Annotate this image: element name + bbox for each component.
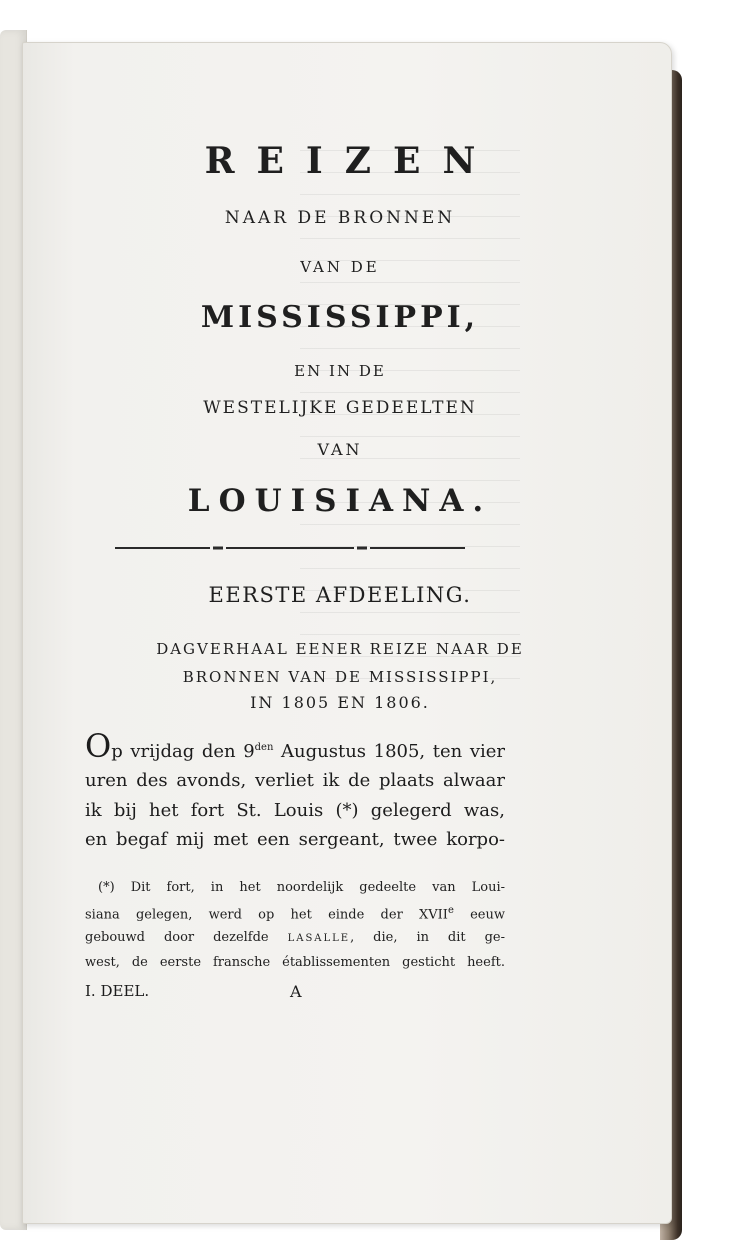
- section-heading: EERSTE AFDEELING.: [208, 583, 472, 607]
- footnote-text: siana gelegen, werd op het einde der XVII: [85, 907, 448, 923]
- volume-signature: I. DEEL.: [85, 982, 150, 1000]
- drop-cap: O: [85, 727, 112, 765]
- body-line-3: ik bij het fort St. Louis (*) gelegerd was,: [85, 800, 505, 821]
- section-subtitle-line2: BRONNEN VAN DE MISSISSIPPI,: [182, 668, 498, 686]
- title-van-de: VAN DE: [300, 258, 380, 276]
- footnote-line-3: [85, 930, 505, 945]
- footnote-text: eeuw: [453, 907, 505, 923]
- body-line-4: en begaf mij met een sergeant, twee korpo-: [85, 829, 505, 850]
- title-van: VAN: [317, 440, 363, 459]
- title-reizen: REIZEN: [204, 140, 498, 182]
- body-line-1: [85, 727, 505, 765]
- small-caps-name: LASALLE: [287, 933, 351, 944]
- section-subtitle-line3: IN 1805 EN 1806.: [250, 693, 430, 712]
- footnote-line-4: west, de eerste fransche établissementen gesticht heeft.: [85, 955, 505, 970]
- footnote-text: , die, in dit ge-: [350, 930, 505, 945]
- footnote-line-2: [85, 905, 505, 922]
- title-louisiana: LOUISIANA.: [187, 483, 493, 519]
- body-line-2: uren des avonds, verliet ik de plaats alwaar: [85, 770, 505, 791]
- superscript: den: [254, 742, 274, 753]
- superscript: e: [447, 905, 454, 916]
- body-text: Augustus 1805, ten vier: [273, 741, 505, 762]
- title-naar-de-bronnen: NAAR DE BRONNEN: [224, 208, 456, 228]
- title-westelijke-gedeelten: WESTELIJKE GEDEELTEN: [203, 398, 477, 418]
- title-mississippi: MISSISSIPPI,: [200, 300, 480, 335]
- gathering-mark: A: [290, 982, 302, 1001]
- show-through: [300, 150, 520, 700]
- title-en-in-de: EN IN DE: [294, 362, 386, 380]
- ornamental-rule: [115, 545, 465, 551]
- body-text: p vrijdag den 9: [111, 741, 255, 762]
- footnote-line-1: (*) Dit fort, in het noordelijk gedeelte van Loui-: [98, 880, 505, 895]
- section-subtitle-line1: DAGVERHAAL EENER REIZE NAAR DE: [156, 640, 524, 658]
- footnote-text: gebouwd door dezelfde: [85, 930, 288, 945]
